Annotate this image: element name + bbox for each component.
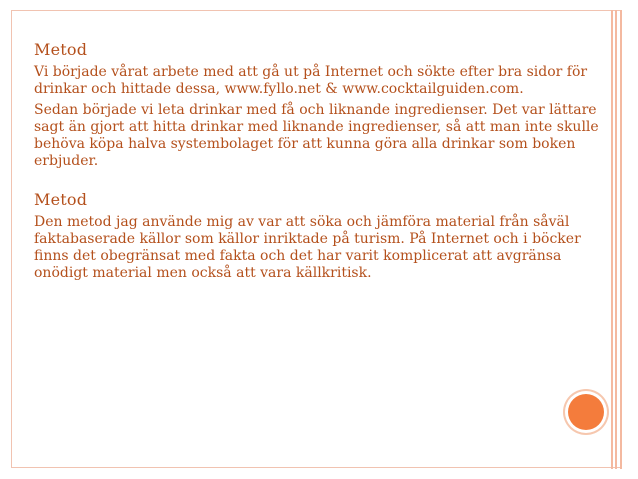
- section-1-heading: Metod: [34, 40, 88, 59]
- decorative-rule-1: [611, 10, 613, 469]
- decorative-circle: [568, 394, 604, 430]
- section-2-paragraph-1: Den metod jag använde mig av var att söka och jämföra material från såväl faktabaserade källor som källor inriktade på turism. På Internet och i böcker finns det obegränsat med fakta och det har varit komplicerat att avgränsa onödigt material men också att vara källkritisk.: [34, 214, 581, 281]
- decorative-rule-3: [620, 10, 622, 469]
- section-1-paragraph-1: Vi började vårat arbete med att gå ut på Internet och sökte efter bra sidor för drinkar och hittade dessa, www.fyllo.net & www.cocktailguiden.com.: [34, 64, 588, 97]
- slide-content: [34, 40, 604, 282]
- section-spacer: [34, 170, 604, 190]
- section-2-heading: Metod: [34, 190, 88, 209]
- section-1-paragraph-2: Sedan började vi leta drinkar med få och liknande ingredienser. Det var lättare sagt än gjort att hitta drinkar med liknande ingredienser, så att man inte skulle behöva köpa halva systembolaget för att kunna göra alla drinkar som boken erbjuder.: [34, 102, 599, 169]
- decorative-rule-2: [615, 10, 617, 469]
